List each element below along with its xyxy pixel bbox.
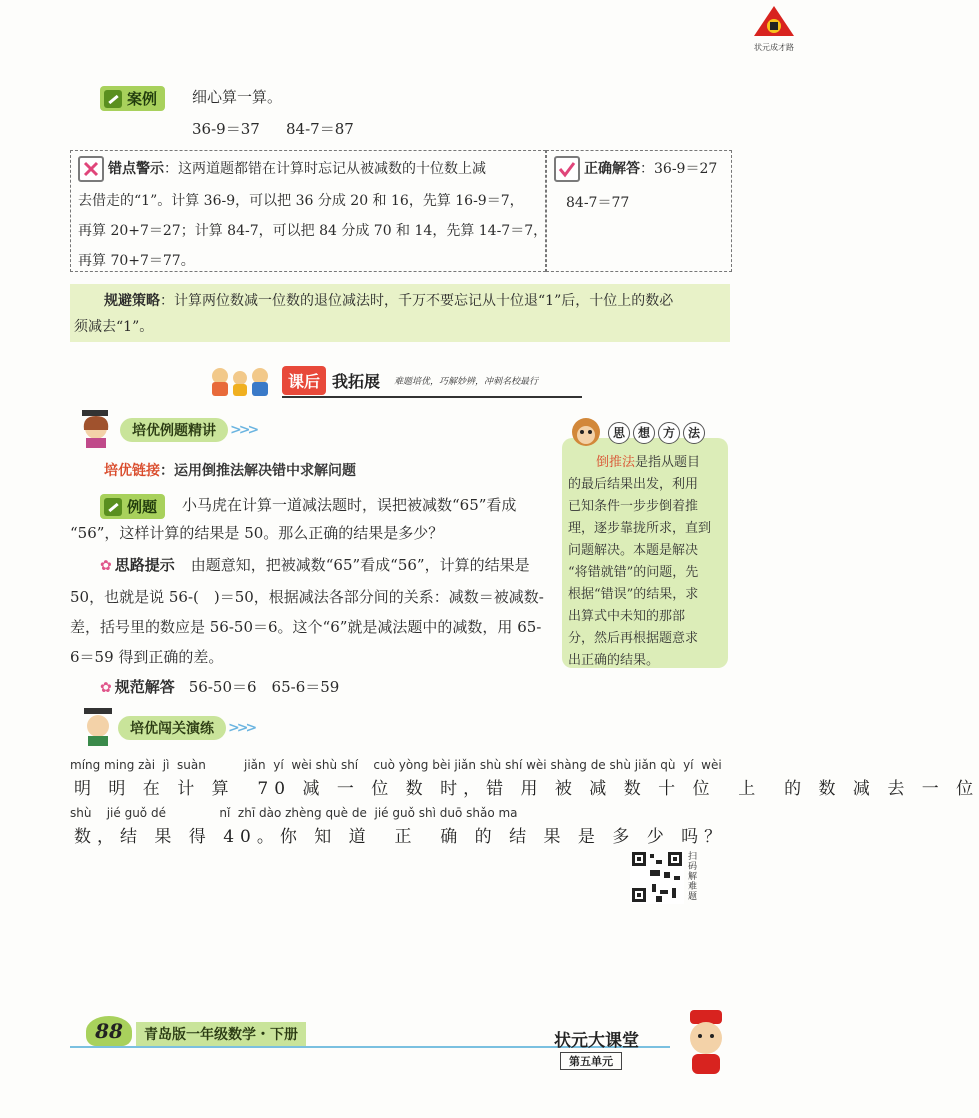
strategy-line-2: 须减去“1”。 xyxy=(74,319,154,335)
practice-section-title: 培优闯关演练 xyxy=(118,716,226,740)
after-class-slogan: 难题培优，巧解妙辨，冲刺名校最行 xyxy=(394,377,539,387)
mascot-illustration xyxy=(676,1008,736,1078)
chevron-right-icon: >>> xyxy=(230,422,257,438)
case-row xyxy=(100,86,165,112)
error-line-4: 再算 70+7＝77。 xyxy=(78,253,195,269)
teacher-girl-illustration xyxy=(76,408,116,448)
corner-logo-text: 状元成才路 xyxy=(754,43,794,52)
pinyin-line-1: míng ming zài jì suàn jiǎn yí wèi shù shí cuò yòng bèi jiǎn shù shí wèi shàng de shù jiǎn qù yí wèi xyxy=(70,758,722,772)
after-class-badge-b: 我拓展 xyxy=(332,372,381,391)
brand-name: 状元大课堂 xyxy=(554,1031,639,1051)
qr-code[interactable] xyxy=(630,850,684,904)
method-title xyxy=(608,422,705,444)
correct-label: 正确解答 xyxy=(584,161,640,177)
case-item-1: 36-9＝37 xyxy=(192,120,260,138)
hanzi-line-2: 数，结 果 得 40。你 知 道 正 确 的 结 果 是 多 少 吗？ xyxy=(74,827,728,847)
pinyin-line-2: shù jié guǒ dé nǐ zhī dào zhèng què de jié guǒ shì duō shǎo ma xyxy=(70,806,518,820)
error-line-1: 错点警示：这两道题都错在计算时忘记从被减数的十位数上减 xyxy=(78,154,486,184)
flower-icon: ✿ xyxy=(100,680,112,696)
teacher-boy-illustration xyxy=(78,706,118,746)
error-x-icon xyxy=(78,156,104,182)
pencil-icon xyxy=(104,498,122,516)
hint-line-2: 50，也就是说 56-( )＝50，根据减法各部分间的关系：减数＝被减数- xyxy=(70,588,544,606)
strategy-label: 规避策略 xyxy=(104,293,160,309)
hint-label: 思路提示 xyxy=(114,556,175,574)
hint-line-3: 差，括号里的数应是 56-50＝6。这个“6”就是减法题中的减数，用 65- xyxy=(70,618,542,636)
case-tag: 案例 xyxy=(100,86,165,111)
page-number: 88 xyxy=(86,1016,132,1046)
hint-line-4: 6＝59 得到正确的差。 xyxy=(70,648,224,666)
method-text: 倒推法是指从题目 的最后结果出发，利用 已知条件一步步倒着推 理，逐步靠拢所求，直到 问题解决。本题是解决 “将错就错”的问题，先 根据“错误”的结果，求 出算式中未知的那部 分，然后再根据题意求 出正确的结果。 xyxy=(568,455,712,668)
monkey-illustration xyxy=(566,412,606,452)
answer-line: ✿ 规范解答 56-50＝6 65-6＝59 xyxy=(100,678,340,696)
example-section-header xyxy=(120,418,256,442)
kids-illustration xyxy=(206,362,266,398)
error-line-2: 去借走的“1”。计算 36-9，可以把 36 分成 20 和 16，先算 16-9＝7， xyxy=(78,193,524,209)
example-line-1: 小马虎在计算一道减法题时，误把被减数“65”看成 xyxy=(182,496,517,514)
example-line-2: “56”，这样计算的结果是 50。那么正确的结果是多少？ xyxy=(70,524,444,542)
logo-icon xyxy=(752,4,796,38)
method-title-char: 想 xyxy=(633,422,655,444)
answer-label: 规范解答 xyxy=(114,678,175,696)
example-tag-wrap xyxy=(100,494,165,520)
error-line-3: 再算 20+7＝27；计算 84-7，可以把 84 分成 70 和 14，先算 14-7＝7， xyxy=(78,223,548,239)
method-title-char: 思 xyxy=(608,422,630,444)
corner-logo xyxy=(752,4,796,52)
hint-line-1: ✿ 思路提示 由题意知，把被减数“65”看成“56”，计算的结果是 xyxy=(100,556,530,574)
after-class-underline xyxy=(282,396,582,398)
practice-section-header xyxy=(118,716,254,740)
case-item-2: 84-7＝87 xyxy=(286,120,354,138)
case-prompt: 细心算一算。 xyxy=(192,88,283,106)
pencil-icon xyxy=(104,90,122,108)
chevron-right-icon: >>> xyxy=(228,720,255,736)
example-section-title: 培优例题精讲 xyxy=(120,418,228,442)
book-title: 青岛版一年级数学・下册 xyxy=(136,1022,306,1046)
qr-icon xyxy=(630,850,684,904)
link-row: 培优链接：运用倒推法解决错中求解问题 xyxy=(104,463,356,479)
error-label: 错点警示 xyxy=(108,161,164,177)
qr-caption: 扫码解难题 xyxy=(688,852,698,902)
after-class-badge-a: 课后 xyxy=(282,366,326,395)
flower-icon: ✿ xyxy=(100,558,112,574)
example-tag: 例题 xyxy=(100,494,165,519)
strategy-line-1: 规避策略：计算两位数减一位数的退位减法时，千万不要忘记从十位退“1”后，十位上的数必 xyxy=(104,293,674,309)
hanzi-line-1: 明 明 在 计 算 70 减 一 位 数 时，错 用 被 减 数 十 位 上 的 数 减 去 一 位 xyxy=(74,779,979,799)
method-title-char: 方 xyxy=(658,422,680,444)
method-highlight: 倒推法 xyxy=(596,455,636,470)
method-title-char: 法 xyxy=(683,422,705,444)
check-icon xyxy=(554,156,580,182)
correct-line-2: 84-7＝77 xyxy=(566,195,630,211)
link-label: 培优链接 xyxy=(104,463,160,479)
unit-label: 第五单元 xyxy=(560,1052,622,1070)
correct-line-1: 正确解答：36-9＝27 xyxy=(554,154,717,184)
after-class-header xyxy=(282,366,538,395)
